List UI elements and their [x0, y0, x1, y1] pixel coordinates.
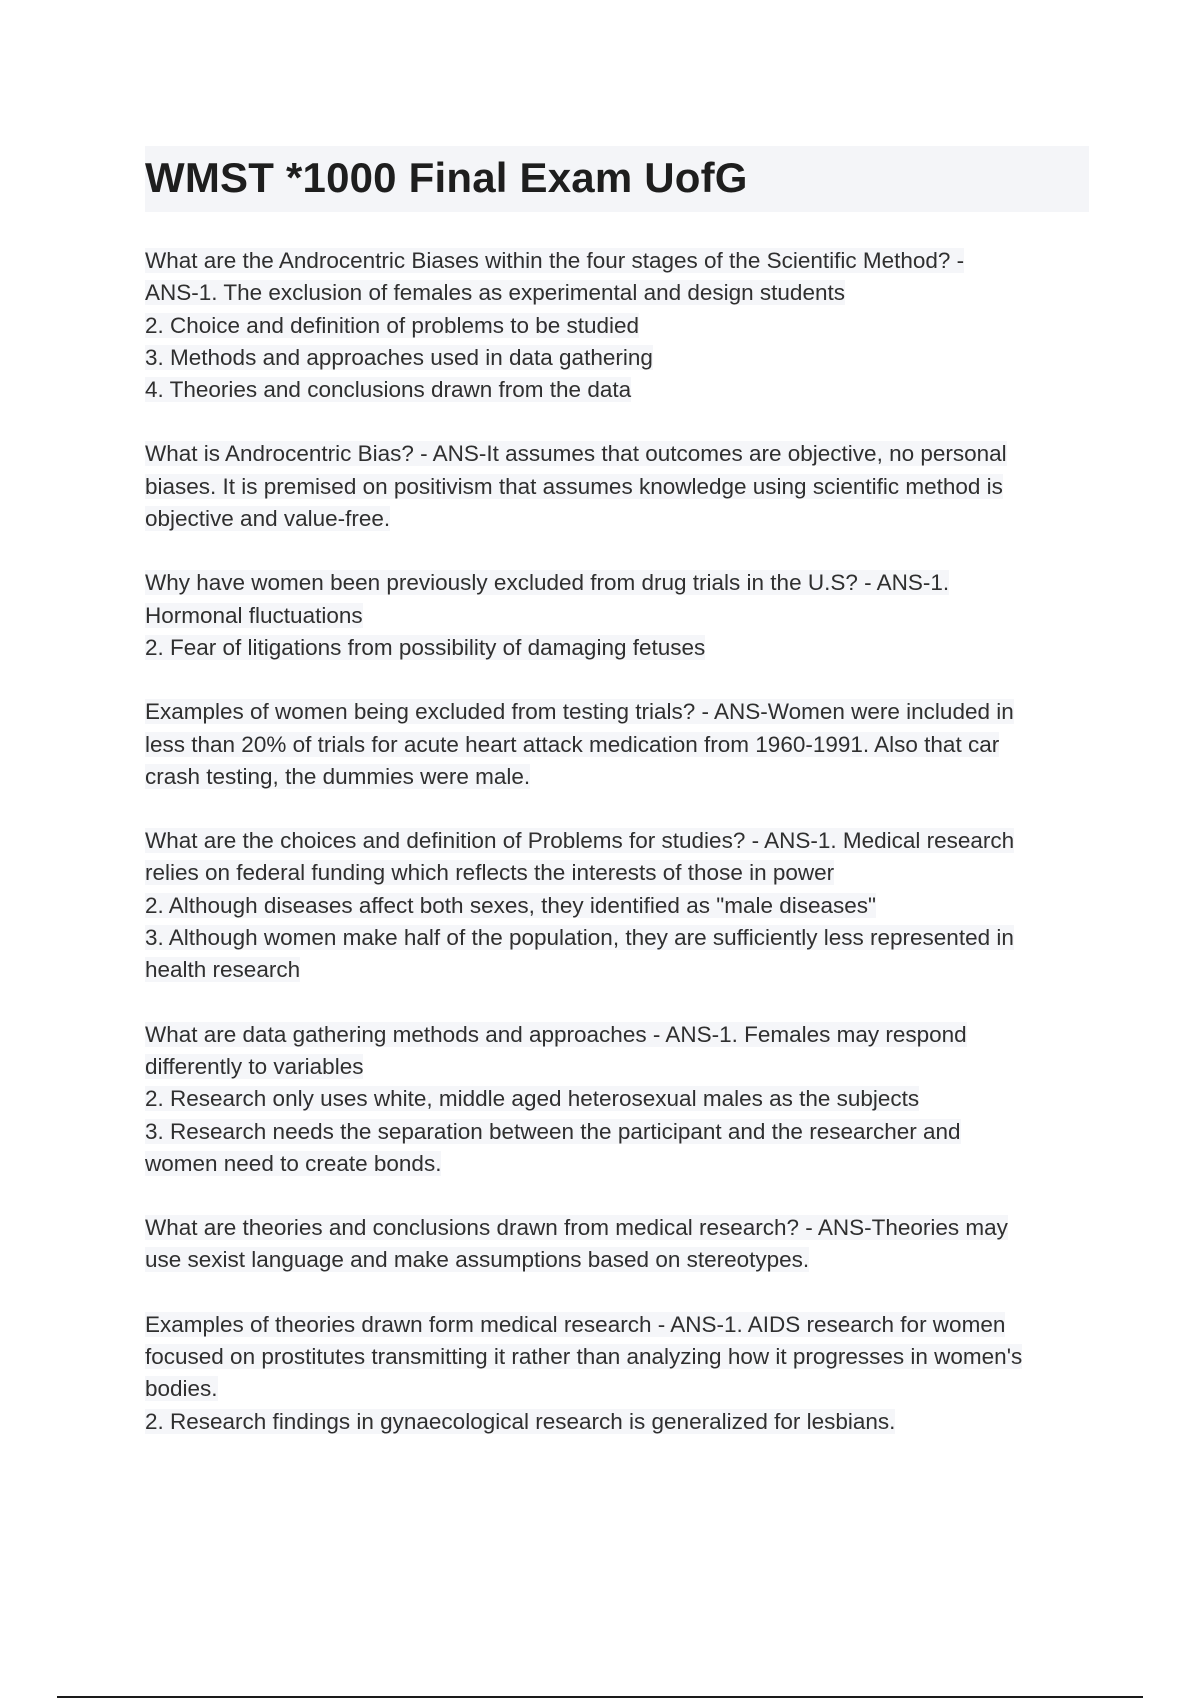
- qa-line: What are the Androcentric Biases within the four stages of the Scientific Method? -: [145, 248, 965, 273]
- qa-line: 2. Although diseases affect both sexes, they identified as "male diseases": [145, 892, 877, 918]
- qa-line: 2. Research only uses white, middle aged heterosexual males as the subjects: [145, 1086, 920, 1112]
- page-title: WMST *1000 Final Exam UofG: [145, 154, 748, 201]
- qa-line: 3. Methods and approaches used in data gathering: [145, 344, 653, 370]
- qa-line: less than 20% of trials for acute heart attack medication from 1960-1991. Also that car: [145, 731, 1000, 757]
- footer-divider: [57, 1696, 1143, 1698]
- qa-line: 2. Choice and definition of problems to be studied: [145, 312, 640, 338]
- qa-line: 2. Fear of litigations from possibility of damaging fetuses: [145, 634, 706, 660]
- qa-line: What is Androcentric Bias? - ANS-It assumes that outcomes are objective, no personal: [145, 441, 1007, 467]
- qa-line: 3. Research needs the separation between the participant and the researcher and: [145, 1118, 961, 1144]
- qa-line: 3. Although women make half of the population, they are sufficiently less represented in: [145, 925, 1014, 951]
- qa-line: Examples of women being excluded from testing trials? - ANS-Women were included in: [145, 699, 1014, 725]
- qa-block: [145, 245, 1095, 406]
- qa-block: [145, 438, 1095, 535]
- title-bar: [145, 146, 1089, 212]
- qa-line: health research: [145, 957, 301, 983]
- qa-line: use sexist language and make assumptions based on stereotypes.: [145, 1247, 810, 1273]
- qa-line: crash testing, the dummies were male.: [145, 763, 531, 789]
- qa-line: objective and value-free.: [145, 506, 391, 532]
- qa-line: What are theories and conclusions drawn from medical research? - ANS-Theories may: [145, 1215, 1008, 1241]
- qa-line: ANS-1. The exclusion of females as experimental and design students: [145, 280, 845, 306]
- qa-block: [145, 1019, 1095, 1180]
- qa-line: Examples of theories drawn form medical research - ANS-1. AIDS research for women: [145, 1311, 1006, 1337]
- qa-line: women need to create bonds.: [145, 1150, 442, 1176]
- qa-line: What are data gathering methods and approaches - ANS-1. Females may respond: [145, 1021, 967, 1047]
- qa-line: Why have women been previously excluded from drug trials in the U.S? - ANS-1.: [145, 570, 950, 596]
- qa-line: What are the choices and definition of Problems for studies? - ANS-1. Medical research: [145, 828, 1015, 854]
- qa-line: 2. Research findings in gynaecological research is generalized for lesbians.: [145, 1408, 896, 1434]
- qa-line: biases. It is premised on positivism that assumes knowledge using scientific method is: [145, 473, 1003, 499]
- qa-block: [145, 1212, 1095, 1277]
- qa-list: [145, 245, 1095, 1470]
- qa-line: relies on federal funding which reflects the interests of those in power: [145, 860, 835, 886]
- qa-line: Hormonal fluctuations: [145, 602, 363, 628]
- qa-block: [145, 825, 1095, 986]
- qa-line: 4. Theories and conclusions drawn from the data: [145, 377, 632, 403]
- qa-block: [145, 567, 1095, 664]
- qa-line: differently to variables: [145, 1053, 364, 1079]
- qa-block: [145, 696, 1095, 793]
- qa-line: bodies.: [145, 1376, 218, 1402]
- qa-block: [145, 1309, 1095, 1438]
- qa-line: focused on prostitutes transmitting it rather than analyzing how it progresses in women's: [145, 1344, 1023, 1370]
